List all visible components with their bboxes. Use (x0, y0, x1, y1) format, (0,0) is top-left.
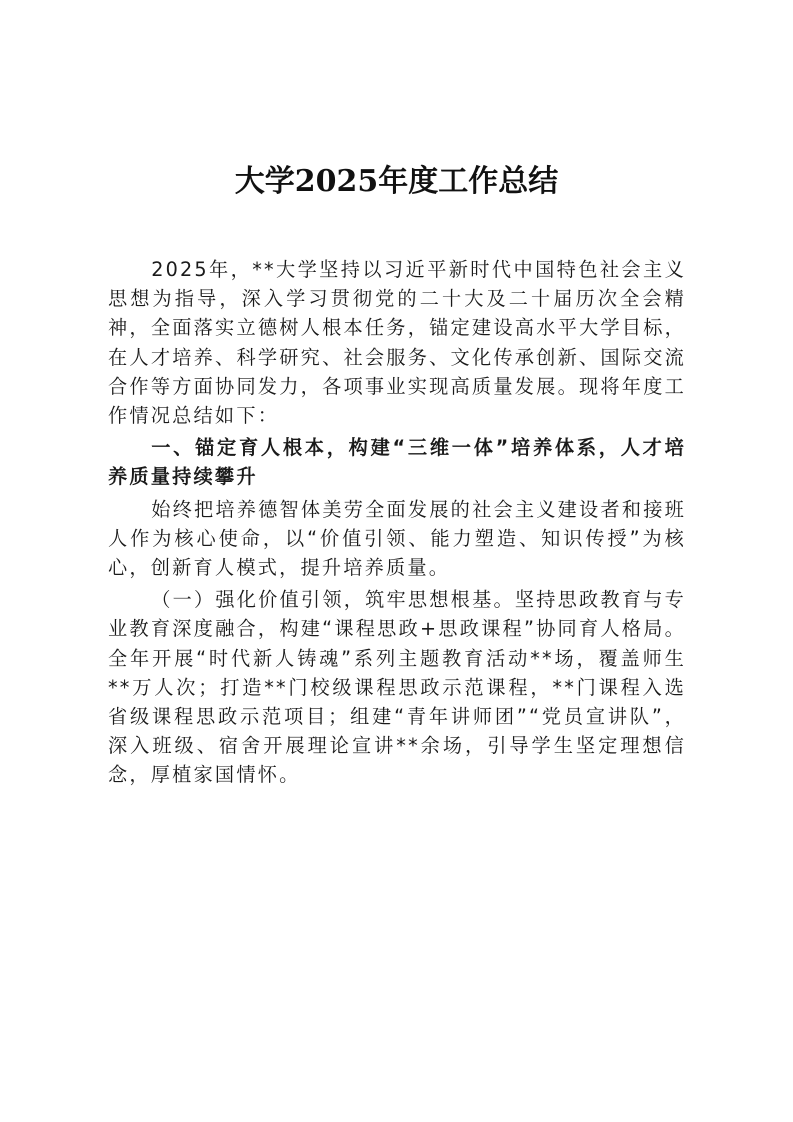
document-body (108, 255, 686, 790)
intro-paragraph: 2025年，**大学坚持以习近平新时代中国特色社会主义思想为指导，深入学习贯彻党的二十大及二十届历次全会精神，全面落实立德树人根本任务，锚定建设高水平大学目标，在人才培养、科学研究、社会服务、文化传承创新、国际交流合作等方面协同发力，各项事业实现高质量发展。现将年度工作情况总结如下： (108, 258, 686, 428)
section-intro-paragraph: 始终把培养德智体美劳全面发展的社会主义建设者和接班人作为核心使命，以“价值引领、能力塑造、知识传授”为核心，创新育人模式，提升培养质量。 (108, 497, 686, 580)
section-heading: 一、锚定育人根本，构建“三维一体”培养体系，人才培养质量持续攀升 (108, 436, 686, 489)
document-title: 大学2025年度工作总结 (234, 164, 559, 199)
subsection-paragraph: （一）强化价值引领，筑牢思想根基。坚持思政教育与专业教育深度融合，构建“课程思政+思政课程”协同育人格局。全年开展“时代新人铸魂”系列主题教育活动**场，覆盖师生**万人次；打造**门校级课程思政示范课程，**门课程入选省级课程思政示范项目；组建“青年讲师团”“党员宣讲队”，深入班级、宿舍开展理论宣讲**余场，引导学生坚定理想信念，厚植家国情怀。 (108, 588, 686, 787)
